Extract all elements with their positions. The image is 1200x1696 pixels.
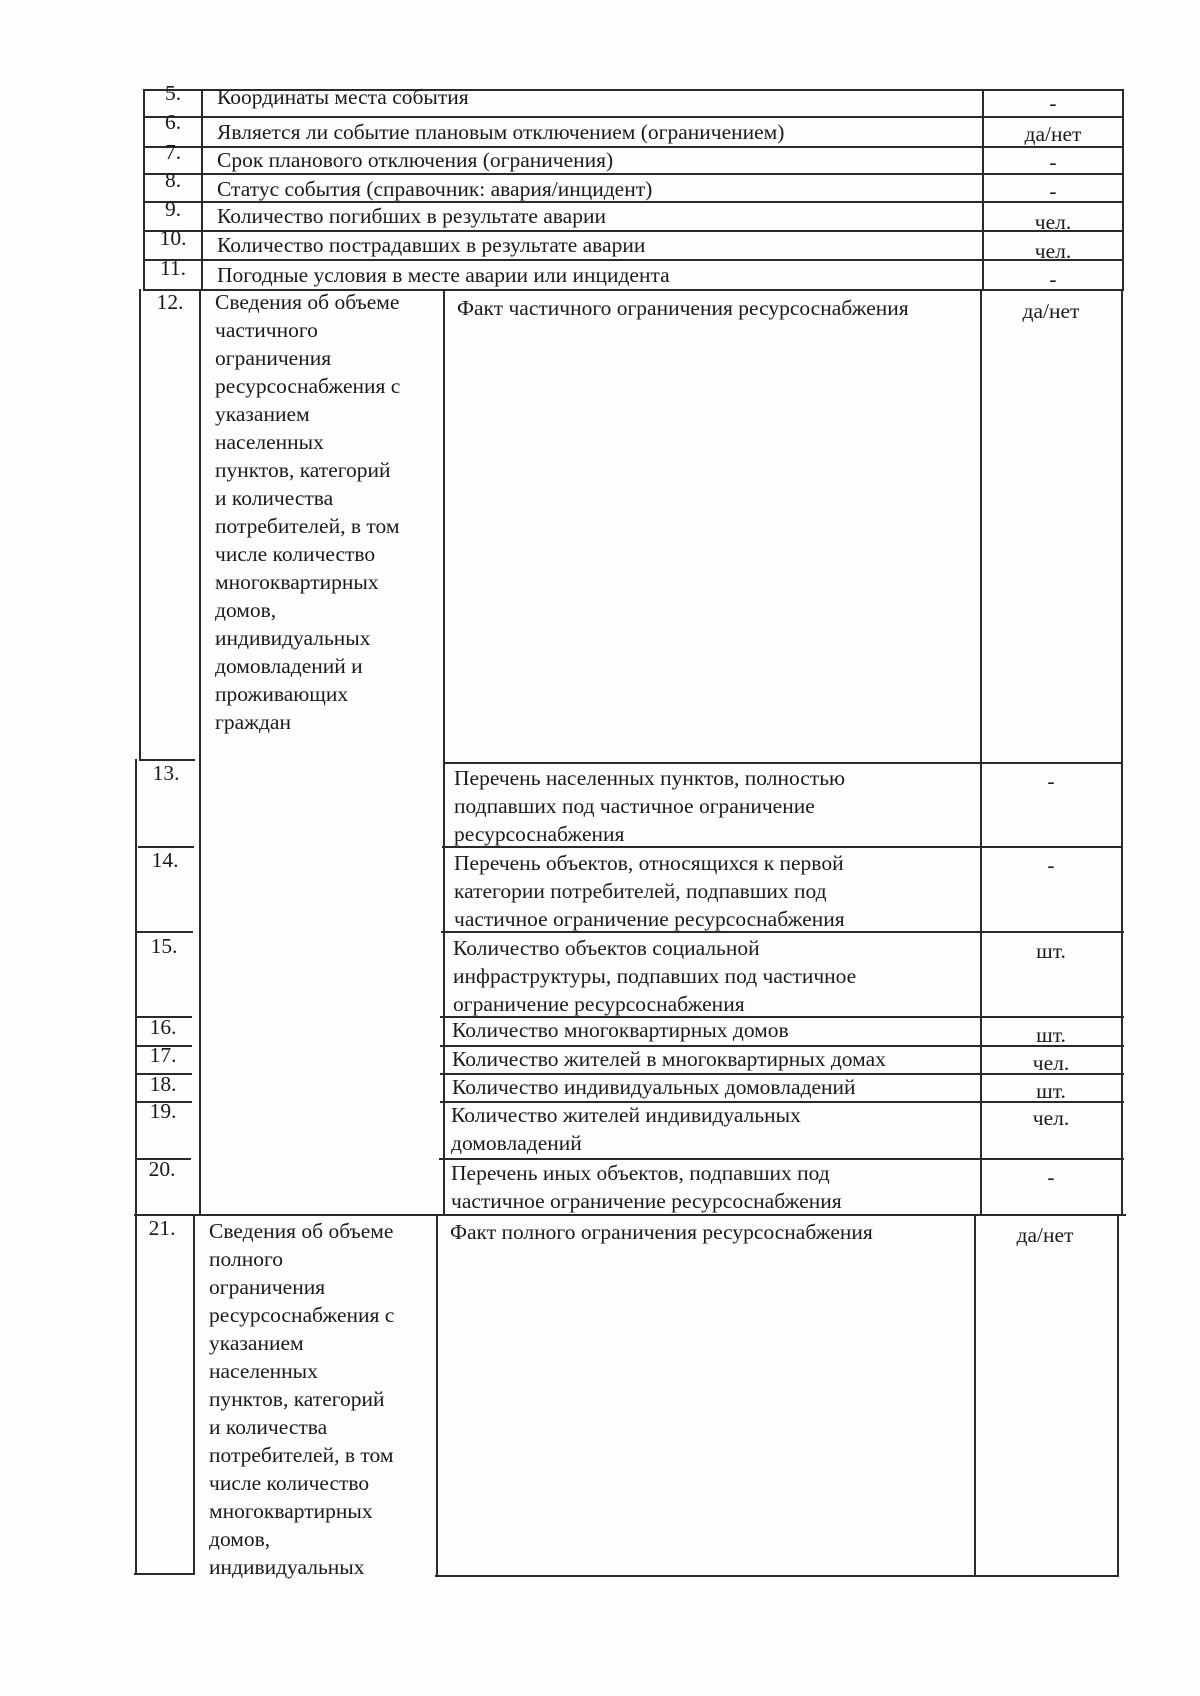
row-number: 10. — [159, 226, 187, 250]
row-label: Срок планового отключения (ограничения) — [217, 148, 614, 172]
row-number: 16. — [149, 1015, 177, 1039]
row-label: Количество жителей в многоквартирных домах — [452, 1047, 886, 1071]
group-label-full: Сведения об объеме полного ограничения ресурсоснабжения с указанием населенных пунктов, категорий и количества потребителей, в том числе количество многоквартирных домов, индивидуальных — [209, 1219, 395, 1579]
row-label: Статус события (справочник: авария/инцидент) — [217, 177, 653, 201]
table-bottom-border — [435, 1575, 1119, 1577]
column-divider — [199, 289, 201, 1216]
row-unit: - — [1047, 853, 1055, 877]
column-divider — [201, 89, 203, 291]
table-right-border — [1121, 289, 1123, 1216]
row-unit: - — [1049, 267, 1057, 291]
row-unit: шт. — [1036, 939, 1066, 963]
row-number: 9. — [164, 197, 182, 221]
row-unit: шт. — [1036, 1079, 1066, 1103]
row-label: Факт частичного ограничения ресурсоснабжения — [457, 296, 909, 320]
row-unit: - — [1047, 1165, 1055, 1189]
row-unit: шт. — [1036, 1023, 1066, 1047]
row-number: 7. — [164, 140, 182, 164]
column-divider — [436, 1214, 438, 1576]
row-label: Погодные условия в месте аварии или инцидента — [217, 263, 670, 287]
row-number: 17. — [149, 1043, 177, 1067]
row-number: 8. — [164, 168, 182, 192]
row-unit: чел. — [1034, 210, 1072, 234]
row-number: 11. — [159, 256, 187, 280]
row-number: 20. — [148, 1157, 176, 1181]
row-label: Количество объектов социальной инфраструктуры, подпавших под частичное ограничение ресурсоснабжения — [453, 936, 857, 1016]
row-label: Количество погибших в результате аварии — [217, 204, 606, 228]
row-unit: - — [1049, 150, 1057, 174]
row-number: 5. — [164, 81, 182, 105]
row-number: 12. — [156, 290, 184, 314]
row-number: 14. — [151, 848, 179, 872]
column-divider — [139, 289, 141, 759]
row-unit: да/нет — [1016, 1223, 1074, 1247]
row-unit: чел. — [1034, 239, 1072, 263]
row-number: 13. — [152, 761, 180, 785]
row-label: Является ли событие плановым отключением (ограничением) — [217, 120, 785, 144]
row-label: Факт полного ограничения ресурсоснабжения — [450, 1220, 873, 1244]
column-divider — [443, 289, 445, 1216]
row-label: Количество пострадавших в результате аварии — [217, 233, 646, 257]
row-unit: чел. — [1032, 1051, 1070, 1075]
row-unit: - — [1049, 179, 1057, 203]
row-unit: чел. — [1032, 1106, 1070, 1130]
row-number: 21. — [148, 1216, 176, 1240]
column-divider — [143, 89, 145, 291]
column-divider — [193, 1214, 195, 1575]
row-label: Количество жителей индивидуальных домовладений — [451, 1103, 801, 1155]
row-label: Количество многоквартирных домов — [452, 1018, 789, 1042]
row-unit: да/нет — [1022, 299, 1080, 323]
row-label: Перечень населенных пунктов, полностью подпавших под частичное ограничение ресурсоснабжения — [454, 766, 846, 846]
group-label-partial: Сведения об объеме частичного ограничения ресурсоснабжения с указанием населенных пунктов, категорий и количества потребителей, в том числе количество многоквартирных домов, индивидуальных домовладений и проживающих граждан — [215, 290, 401, 734]
row-unit: да/нет — [1024, 122, 1082, 146]
row-number: 18. — [149, 1072, 177, 1096]
row-label: Координаты места события — [217, 85, 469, 109]
row-number: 15. — [150, 934, 178, 958]
row-number: 6. — [164, 110, 182, 134]
row-label: Перечень иных объектов, подпавших под частичное ограничение ресурсоснабжения — [451, 1161, 842, 1213]
row-unit: - — [1047, 769, 1055, 793]
table-right-border — [1117, 1214, 1119, 1576]
table-bottom-border — [134, 1573, 194, 1575]
column-divider — [974, 1214, 976, 1576]
row-label: Количество индивидуальных домовладений — [452, 1075, 856, 1099]
row-unit: - — [1049, 91, 1057, 115]
row-label: Перечень объектов, относящихся к первой категории потребителей, подпавших под частичное ограничение ресурсоснабжения — [454, 851, 845, 931]
row-number: 19. — [149, 1099, 177, 1123]
